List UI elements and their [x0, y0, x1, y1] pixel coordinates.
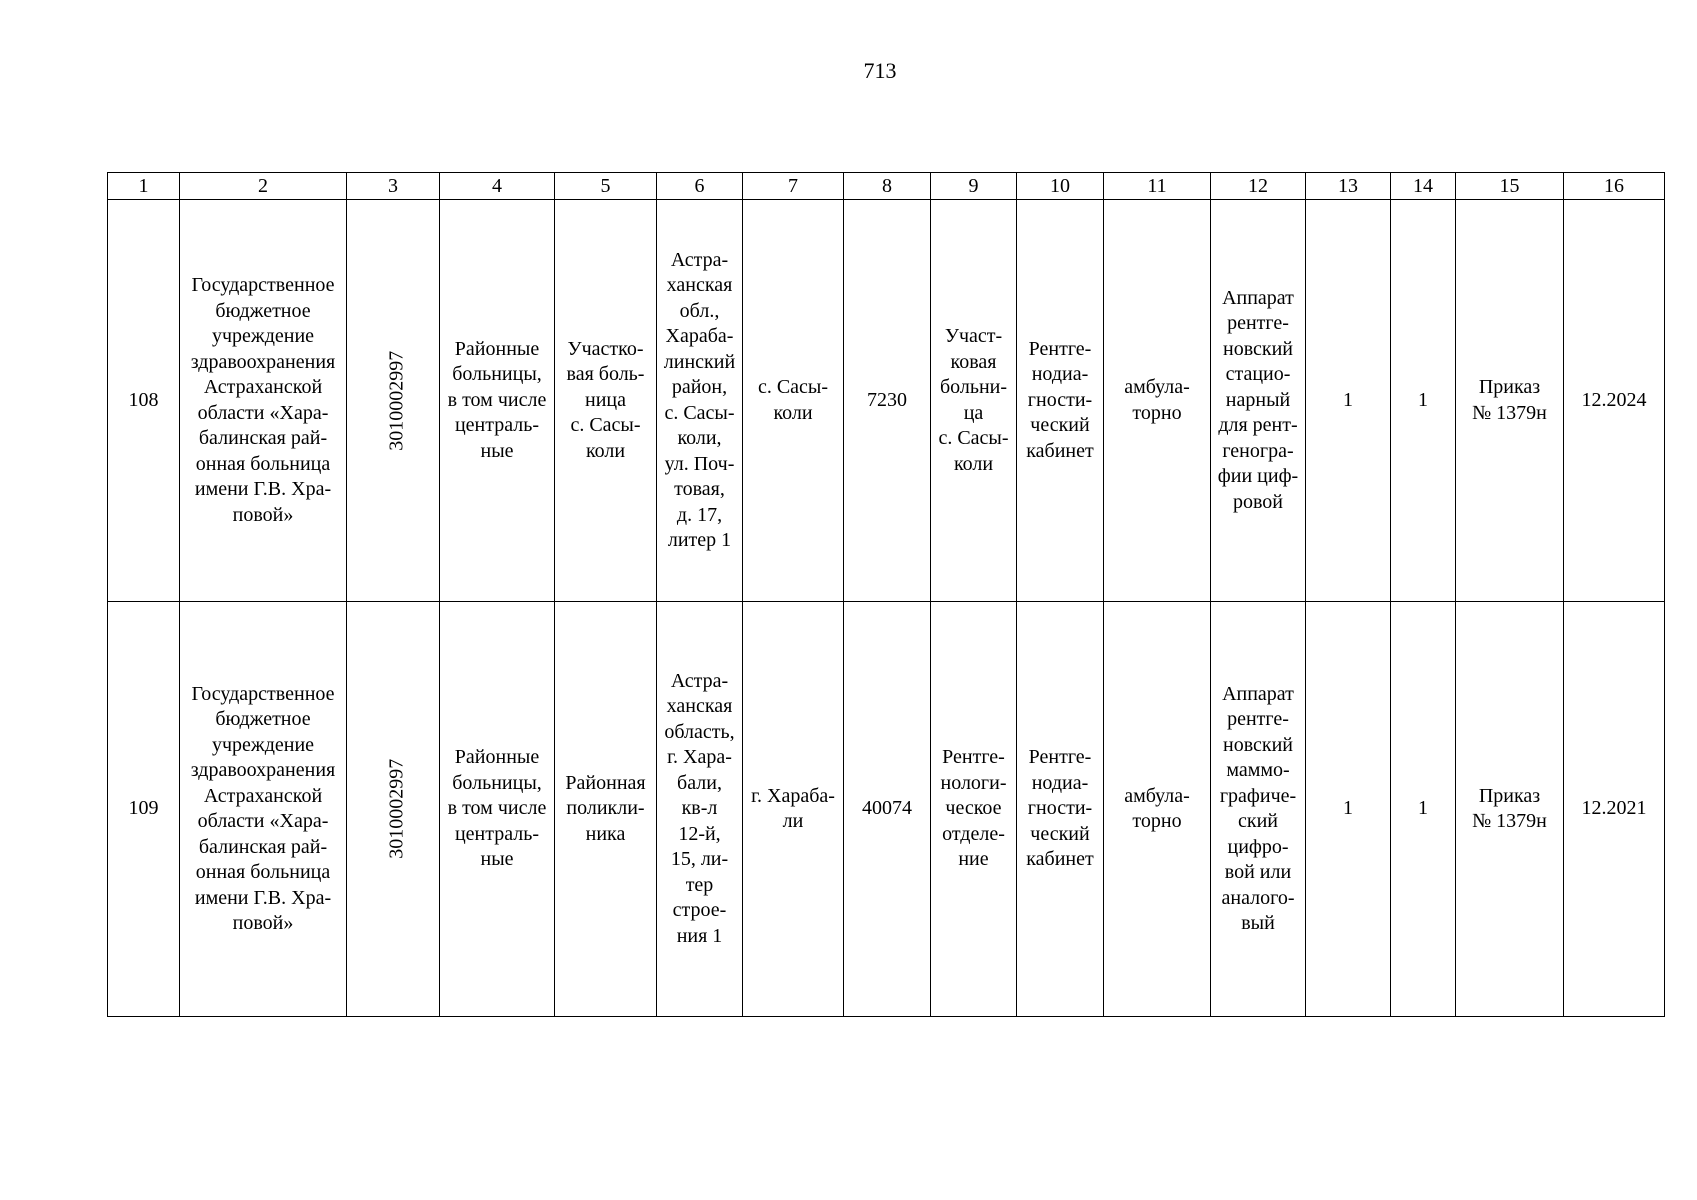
organization-code: 3010002997: [385, 350, 408, 451]
column-header: 9: [931, 173, 1017, 200]
care-form-cell: [1104, 602, 1211, 1017]
table-header-row: [108, 173, 1665, 200]
column-header: 14: [1391, 173, 1456, 200]
column-header: 8: [844, 173, 931, 200]
room-cell: [1017, 602, 1104, 1017]
quantity: 1: [1343, 797, 1353, 820]
column-header: 2: [180, 173, 347, 200]
table-row: [108, 602, 1665, 1017]
column-header: 1: [108, 173, 180, 200]
quantity-cell: [1306, 602, 1391, 1017]
facility-type: Районные больницы, в том числе централь- ные: [447, 337, 547, 462]
population-cell: [844, 200, 931, 602]
column-header: 7: [743, 173, 844, 200]
order-reference: Приказ № 1379н: [1472, 376, 1547, 424]
column-header: 4: [440, 173, 555, 200]
locality: с. Сасы- коли: [757, 376, 829, 424]
equipment-table: [107, 172, 1665, 1017]
column-header: 15: [1456, 173, 1564, 200]
care-form: амбула- торно: [1124, 784, 1190, 832]
locality: г. Хараба- ли: [751, 784, 835, 832]
quantity-cell: [1391, 602, 1456, 1017]
quantity: 1: [1418, 388, 1428, 411]
organization-cell: [180, 602, 347, 1017]
column-header: 12: [1211, 173, 1306, 200]
equipment-cell: [1211, 602, 1306, 1017]
facility-type-cell: [440, 602, 555, 1017]
column-header: 16: [1564, 173, 1665, 200]
address: Астра- ханская обл., Хараба- линский район, с. Сасы- коли, ул. Поч- товая, д. 17, литер 1: [663, 248, 736, 551]
locality-cell: [743, 602, 844, 1017]
equipment-name: Аппарат рентге- новский маммо- графиче- ский цифро- вой или аналого- вый: [1219, 682, 1297, 934]
organization-name: Государственное бюджетное учреждение здравоохранения Астраханской области «Хара- балинская рай- онная больница имени Г.В. Хра- повой»: [190, 682, 336, 934]
unit-name: Рентге- нологи- ческое отделе- ние: [940, 746, 1007, 871]
quantity: 1: [1343, 388, 1353, 411]
room-name: Рентге- нодиа- гности- ческий кабинет: [1026, 337, 1094, 462]
population: 40074: [862, 797, 912, 820]
code-cell: [347, 200, 440, 602]
column-header: 10: [1017, 173, 1104, 200]
order-reference: Приказ № 1379н: [1472, 784, 1547, 832]
room-name: Рентге- нодиа- гности- ческий кабинет: [1026, 746, 1094, 871]
quantity-cell: [1306, 200, 1391, 602]
order-cell: [1456, 200, 1564, 602]
quantity-cell: [1391, 200, 1456, 602]
organization-cell: [180, 200, 347, 602]
unit-name: Участ- ковая больни- ца с. Сасы- коли: [938, 325, 1009, 475]
room-cell: [1017, 200, 1104, 602]
column-header: 13: [1306, 173, 1391, 200]
care-form: амбула- торно: [1124, 376, 1190, 424]
care-form-cell: [1104, 200, 1211, 602]
order-cell: [1456, 602, 1564, 1017]
date-cell: [1564, 602, 1665, 1017]
unit-cell: [931, 200, 1017, 602]
equipment-name: Аппарат рентге- новский стацио- нарный для рент- геногра- фии циф- ровой: [1217, 286, 1299, 513]
row-number: 108: [128, 388, 159, 411]
division-cell: [555, 602, 657, 1017]
organization-name: Государственное бюджетное учреждение здравоохранения Астраханской области «Хара- балинская рай- онная больница имени Г.В. Хра- повой»: [190, 274, 336, 526]
date-cell: [1564, 200, 1665, 602]
equipment-cell: [1211, 200, 1306, 602]
facility-type-cell: [440, 200, 555, 602]
division-name: Районная поликли- ника: [565, 771, 646, 845]
date: 12.2024: [1581, 388, 1647, 411]
organization-code: 3010002997: [385, 759, 408, 859]
column-header: 11: [1104, 173, 1211, 200]
locality-cell: [743, 200, 844, 602]
column-header: 5: [555, 173, 657, 200]
address: Астра- ханская область, г. Хара- бали, кв-л 12-й, 15, ли- тер строе- ния 1: [664, 669, 735, 947]
table-row: [108, 200, 1665, 602]
address-cell: [657, 200, 743, 602]
row-number-cell: [108, 200, 180, 602]
page-number: 713: [863, 58, 897, 83]
row-number: 109: [128, 797, 159, 820]
division-cell: [555, 200, 657, 602]
facility-type: Районные больницы, в том числе централь- ные: [447, 746, 547, 871]
population-cell: [844, 602, 931, 1017]
population: 7230: [867, 388, 907, 411]
row-number-cell: [108, 602, 180, 1017]
address-cell: [657, 602, 743, 1017]
quantity: 1: [1418, 797, 1428, 820]
column-header: 6: [657, 173, 743, 200]
column-header: 3: [347, 173, 440, 200]
unit-cell: [931, 602, 1017, 1017]
date: 12.2021: [1581, 797, 1647, 820]
code-cell: [347, 602, 440, 1017]
division-name: Участко- вая боль- ница с. Сасы- коли: [566, 337, 645, 462]
